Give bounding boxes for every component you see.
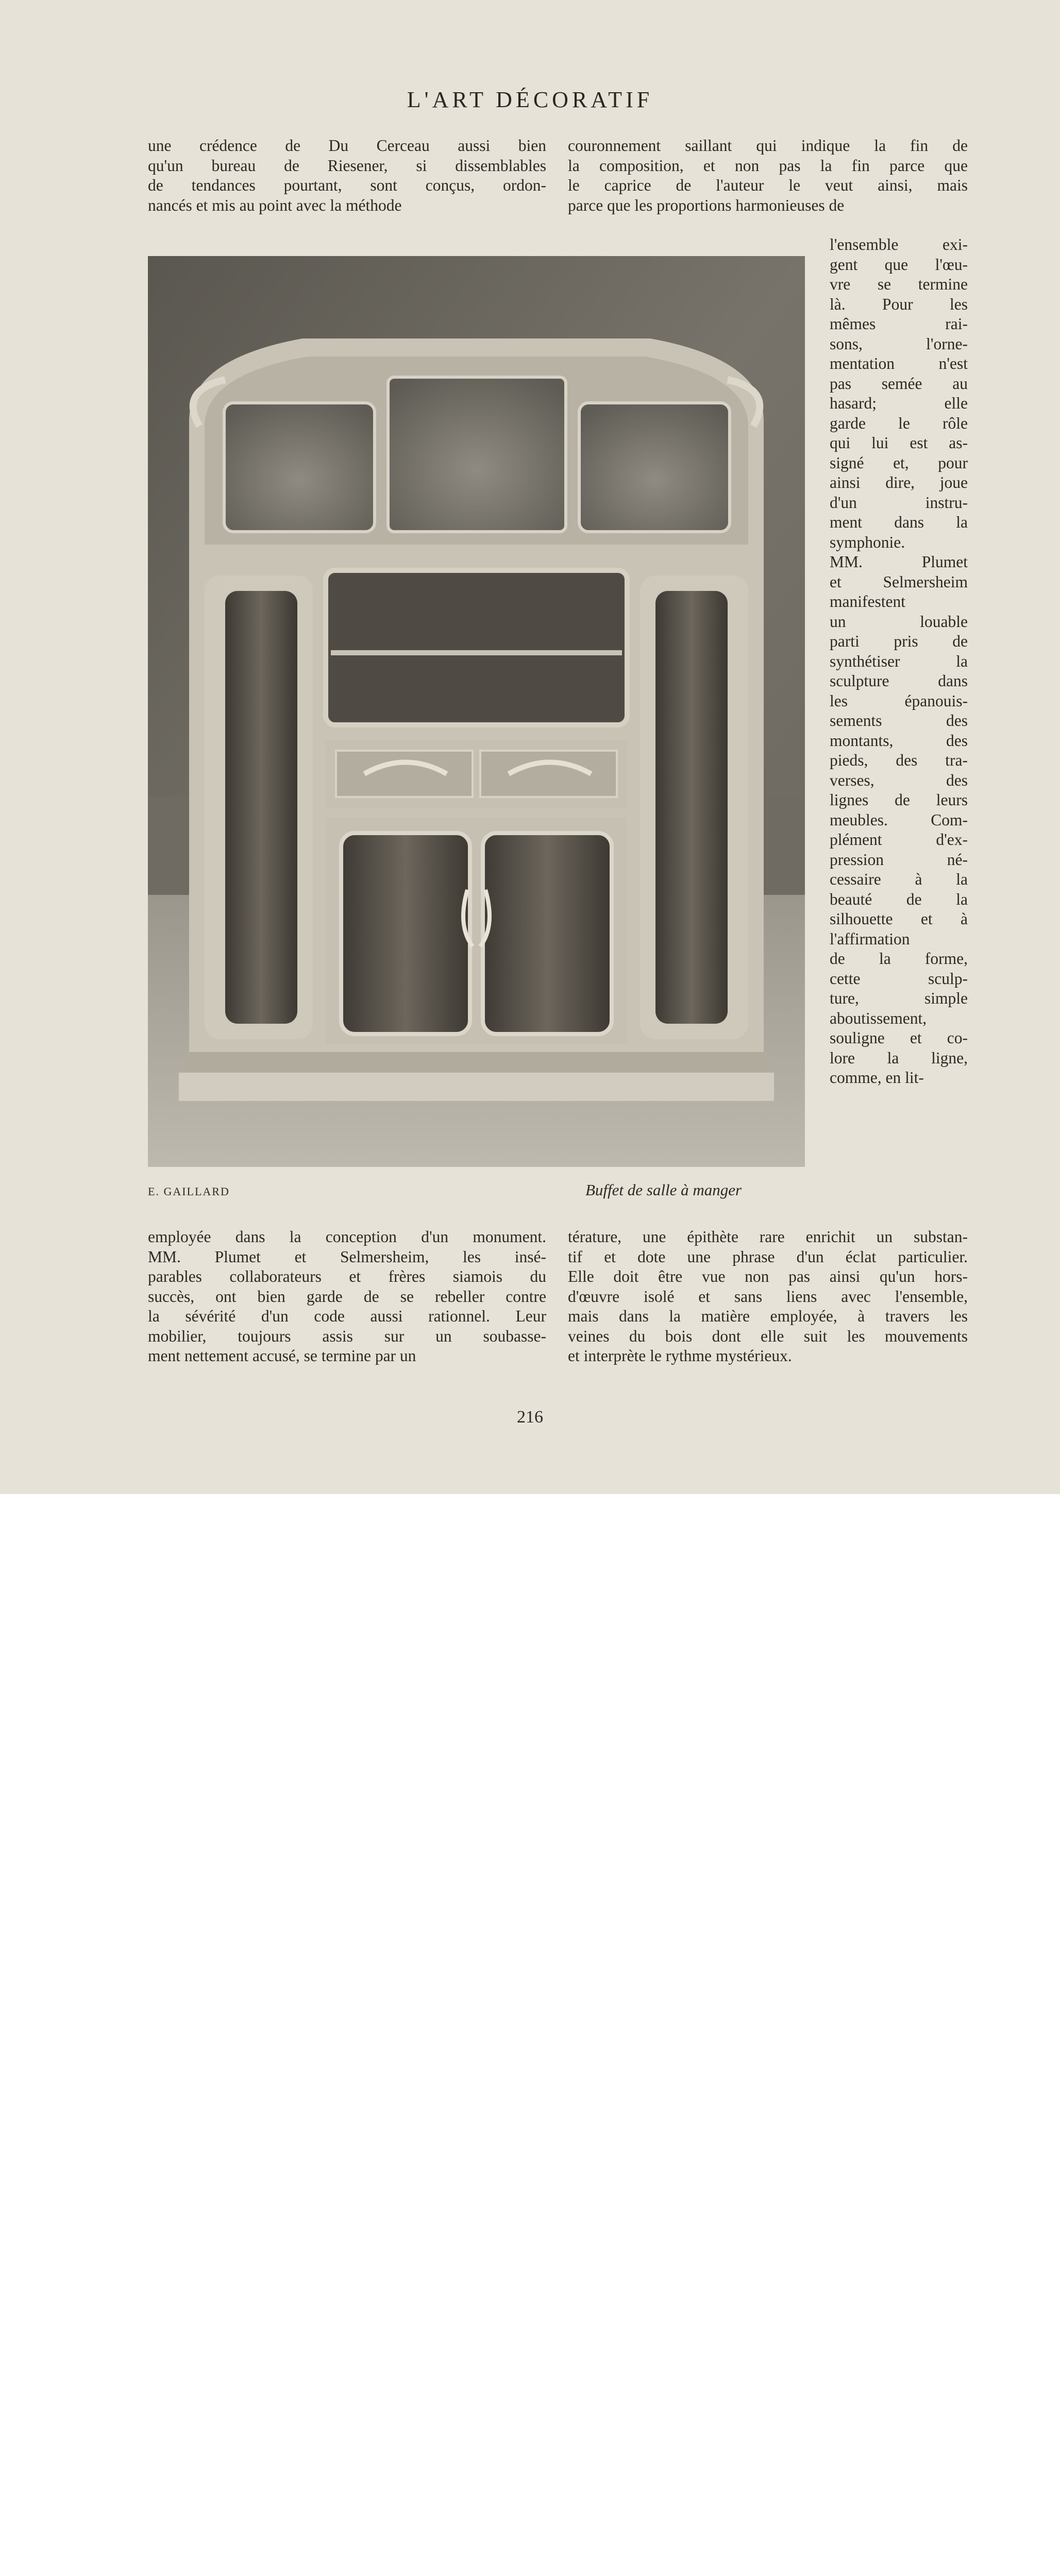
text-line: Elle doit être vue non pas ainsi qu'un hors- bbox=[568, 1267, 968, 1285]
text-line: lore la ligne, bbox=[830, 1048, 968, 1067]
text-line: et interprète le rythme mystérieux. bbox=[568, 1347, 792, 1365]
text-line: succès, ont bien garde de se rebeller contre bbox=[148, 1287, 546, 1306]
text-line: une crédence de Du Cerceau aussi bien bbox=[148, 137, 546, 155]
text-line: nancés et mis au point avec la méthode bbox=[148, 196, 402, 214]
text-line: cessaire à la bbox=[830, 870, 968, 888]
text-line: ture, simple bbox=[830, 989, 968, 1007]
text-line: gent que l'œu- bbox=[830, 255, 968, 274]
text-line: la sévérité d'un code aussi rationnel. Leur bbox=[148, 1307, 546, 1325]
text-line: qu'un bureau de Riesener, si dissemblables bbox=[148, 156, 546, 175]
text-line: le caprice de l'auteur le veut ainsi, mais bbox=[568, 176, 968, 194]
text-line: mentation n'est bbox=[830, 354, 968, 372]
buffet-photograph bbox=[148, 256, 805, 1167]
text-line: d'œuvre isolé et sans liens avec l'ensemble, bbox=[568, 1287, 968, 1306]
text-line: de la forme, bbox=[830, 950, 968, 968]
text-line: pas semée au bbox=[830, 374, 968, 393]
text-line: parti pris de bbox=[830, 632, 968, 650]
text-line: ment nettement accusé, se termine par un bbox=[148, 1347, 416, 1365]
photo-caption: Buffet de salle à manger bbox=[585, 1181, 742, 1199]
text-line: aboutissement, bbox=[830, 1009, 927, 1027]
text-line: beauté de la bbox=[830, 890, 968, 908]
text-line: meubles. Com- bbox=[830, 810, 968, 829]
text-line: pression né- bbox=[830, 850, 968, 869]
text-line: souligne et co- bbox=[830, 1029, 968, 1047]
text-line: d'un instru- bbox=[830, 493, 968, 512]
text-line: tif et dote une phrase d'un éclat particulier. bbox=[568, 1247, 968, 1266]
text-line: montants, des bbox=[830, 731, 968, 750]
text-line: là. Pour les bbox=[830, 295, 968, 313]
digitization-footer bbox=[0, 1494, 1060, 1589]
running-head: L'ART DÉCORATIF bbox=[407, 87, 653, 112]
text-line: employée dans la conception d'un monument. bbox=[148, 1228, 546, 1246]
text-line: térature, une épithète rare enrichit un substan- bbox=[568, 1228, 968, 1246]
column-bottom-left bbox=[148, 1227, 546, 1366]
text-line: parables collaborateurs et frères siamois du bbox=[148, 1267, 546, 1285]
text-line: un louable bbox=[830, 612, 968, 631]
text-line: ment dans la bbox=[830, 513, 968, 531]
text-line: de tendances pourtant, sont conçus, ordon- bbox=[148, 176, 546, 194]
text-line: pieds, des tra- bbox=[830, 751, 968, 769]
photo-credit: E. GAILLARD bbox=[148, 1185, 230, 1198]
column-side bbox=[830, 235, 968, 1088]
page-number: 216 bbox=[517, 1408, 543, 1427]
text-line: verses, des bbox=[830, 771, 968, 789]
text-line: comme, en lit- bbox=[830, 1069, 924, 1087]
text-line: plément d'ex- bbox=[830, 831, 968, 849]
text-line: synthétiser la bbox=[830, 652, 968, 670]
text-line: la composition, et non pas la fin parce que bbox=[568, 156, 968, 175]
text-line: et Selmersheim bbox=[830, 572, 968, 591]
text-line: l'affirmation bbox=[830, 929, 910, 948]
column-top-left bbox=[148, 136, 546, 215]
text-line: mais dans la matière employée, à travers les bbox=[568, 1307, 968, 1325]
text-line: MM. Plumet bbox=[830, 553, 968, 571]
text-line: lignes de leurs bbox=[830, 791, 968, 809]
text-line: sements des bbox=[830, 711, 968, 730]
text-line: MM. Plumet et Selmersheim, les insé- bbox=[148, 1247, 546, 1266]
text-line: vre se termine bbox=[830, 275, 968, 293]
text-line: symphonie. bbox=[830, 533, 905, 551]
text-line: les épanouis- bbox=[830, 691, 968, 710]
text-line: l'ensemble exi- bbox=[830, 235, 968, 253]
text-line: parce que les proportions harmonieuses de bbox=[568, 196, 845, 214]
text-line: mobilier, toujours assis sur un soubasse- bbox=[148, 1327, 546, 1345]
text-line: cette sculp- bbox=[830, 969, 968, 988]
text-line: veines du bois dont elle suit les mouvements bbox=[568, 1327, 968, 1345]
text-line: signé et, pour bbox=[830, 453, 968, 472]
text-line: mêmes rai- bbox=[830, 315, 968, 333]
text-line: sons, l'orne- bbox=[830, 334, 968, 353]
text-line: silhouette et à bbox=[830, 910, 968, 928]
text-line: qui lui est as- bbox=[830, 434, 968, 452]
column-bottom-right bbox=[568, 1227, 968, 1366]
text-line: hasard; elle bbox=[830, 394, 968, 412]
text-line: sculpture dans bbox=[830, 672, 968, 690]
text-line: manifestent bbox=[830, 592, 905, 611]
text-line: garde le rôle bbox=[830, 414, 968, 432]
column-top-right bbox=[568, 136, 968, 215]
text-line: ainsi dire, joue bbox=[830, 473, 968, 492]
text-line: couronnement saillant qui indique la fin de bbox=[568, 137, 968, 155]
